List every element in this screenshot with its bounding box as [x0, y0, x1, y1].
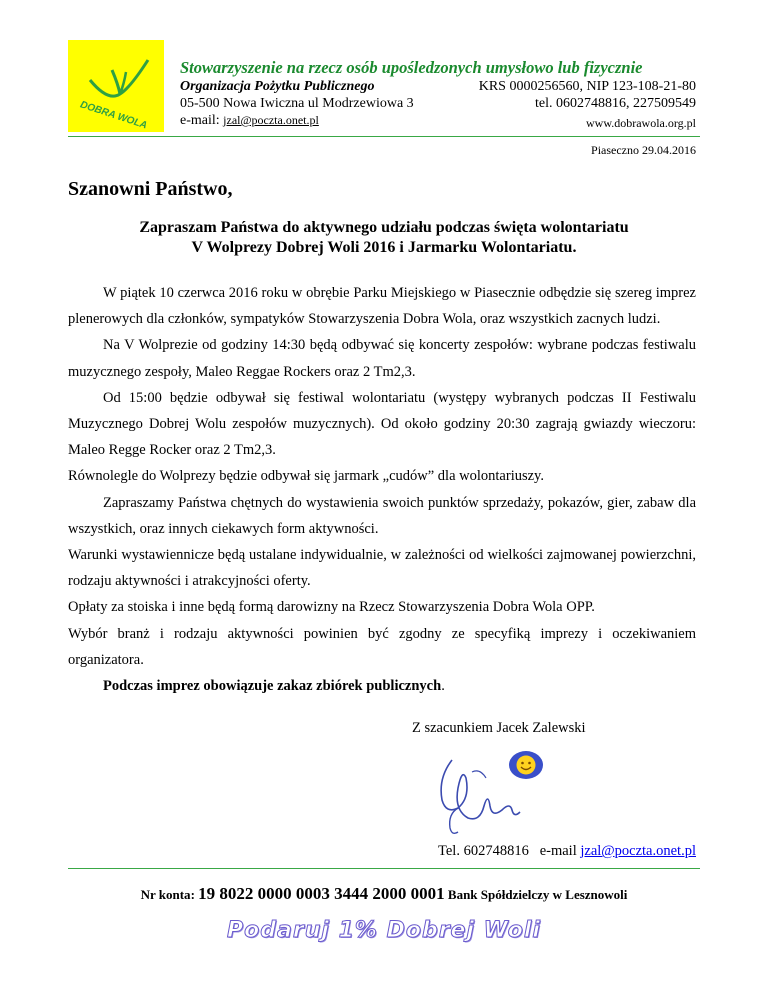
logo: [68, 40, 164, 132]
letter-body: [68, 280, 696, 699]
bank-name: Bank Spółdzielczy w Lesznowoli: [447, 887, 628, 902]
paragraph-3: Od 15:00 będzie odbywał się festiwal wolontariatu (występy wybranych podczas II Festiwalu Muzycznego Dobrej Wolu zespołów muzycznych). Od około godziny 20:30 zagrają gwiazdy wieczoru: Maleo Regge Rocker oraz 2 Tm2,3.: [68, 389, 696, 459]
org-name: Stowarzyszenie na rzecz osób upośledzonych umysłowo lub fizycznie: [180, 58, 643, 77]
email-label: e-mail:: [180, 113, 220, 128]
contact-email-label: e-mail: [539, 843, 577, 859]
paragraph-1: W piątek 10 czerwca 2016 roku w obrębie Parku Miejskiego w Piasecznie odbędzie się szereg imprez plenerowych dla członków, sympatyków Stowarzyszenia Dobra Wola, oraz wszystkich zacnych ludzi.: [68, 285, 696, 328]
header-email-link[interactable]: jzal@poczta.onet.pl: [223, 113, 319, 127]
closing: Z szacunkiem Jacek Zalewski: [412, 720, 586, 736]
footer-divider: [68, 868, 700, 869]
logo-swoosh-icon: [68, 40, 164, 132]
logo-text: DOBRA WOLA: [78, 99, 149, 132]
subject-line-2: V Wolprezy Dobrej Woli 2016 i Jarmarku Wolontariatu.: [191, 239, 577, 256]
paragraph-4: Równolegle do Wolprezy będzie odbywał się jarmark „cudów” dla wolontariuszy.: [68, 468, 544, 485]
account-label: Nr konta: [140, 887, 191, 902]
paragraph-2: Na V Wolprezie od godziny 14:30 będą odbywać się koncerty zespołów: wybrane podczas festiwalu muzycznego zespoły, Maleo Reggae Rockers oraz 2 Tm2,3.: [68, 337, 696, 380]
account-number: 19 8022 0000 0003 3444 2000 0001: [198, 884, 445, 903]
date: Piaseczno 29.04.2016: [591, 143, 696, 157]
smiley-sun-icon: [507, 749, 545, 781]
donate-slogan: Podaruj 1% Dobrej Woli: [227, 918, 541, 943]
subject-line-1: Zapraszam Państwa do aktywnego udziału podczas święta wolontariatu: [139, 219, 629, 236]
paragraph-7: Opłaty za stoiska i inne będą formą darowizny na Rzecz Stowarzyszenia Dobra Wola OPP.: [68, 599, 595, 616]
paragraph-5: Zapraszamy Państwa chętnych do wystawienia swoich punktów sprzedaży, pokazów, gier, zabaw dla wszystkich, oraz innych ciekawych form aktywności.: [68, 494, 696, 537]
contact-email-link[interactable]: jzal@poczta.onet.pl: [580, 843, 696, 859]
paragraph-6: Warunki wystawiennicze będą ustalane indywidualnie, w zależności od wielkości zajmowanej powierzchni, rodzaju aktywności i atrakcyjności oferty.: [68, 547, 696, 590]
website[interactable]: www.dobrawola.org.pl: [586, 116, 696, 130]
header-divider: [68, 136, 700, 137]
email-line: [180, 113, 319, 129]
paragraph-8: Wybór branż i rodzaju aktywności powinien być zgodny ze specyfiką imprezy i oczekiwaniem organizatora.: [68, 625, 696, 668]
salutation: Szanowni Państwo,: [68, 178, 233, 200]
bank-account: Nr konta: 19 8022 0000 0003 3444 2000 0001 Bank Spółdzielczy w Lesznowoli: [140, 884, 628, 903]
phone: tel. 0602748816, 227509549: [535, 96, 696, 111]
contact-line: [438, 843, 696, 860]
contact-phone: Tel. 602748816: [438, 843, 529, 859]
paragraph-9: Podczas imprez obowiązuje zakaz zbiórek publicznych.: [103, 678, 445, 695]
address: 05-500 Nowa Iwiczna ul Modrzewiowa 3: [180, 96, 414, 111]
krs-nip: KRS 0000256560, NIP 123-108-21-80: [478, 79, 696, 94]
collection-ban-notice: Podczas imprez obowiązuje zakaz zbiórek publicznych: [103, 678, 442, 695]
opp-status: Organizacja Pożytku Publicznego: [180, 79, 375, 94]
